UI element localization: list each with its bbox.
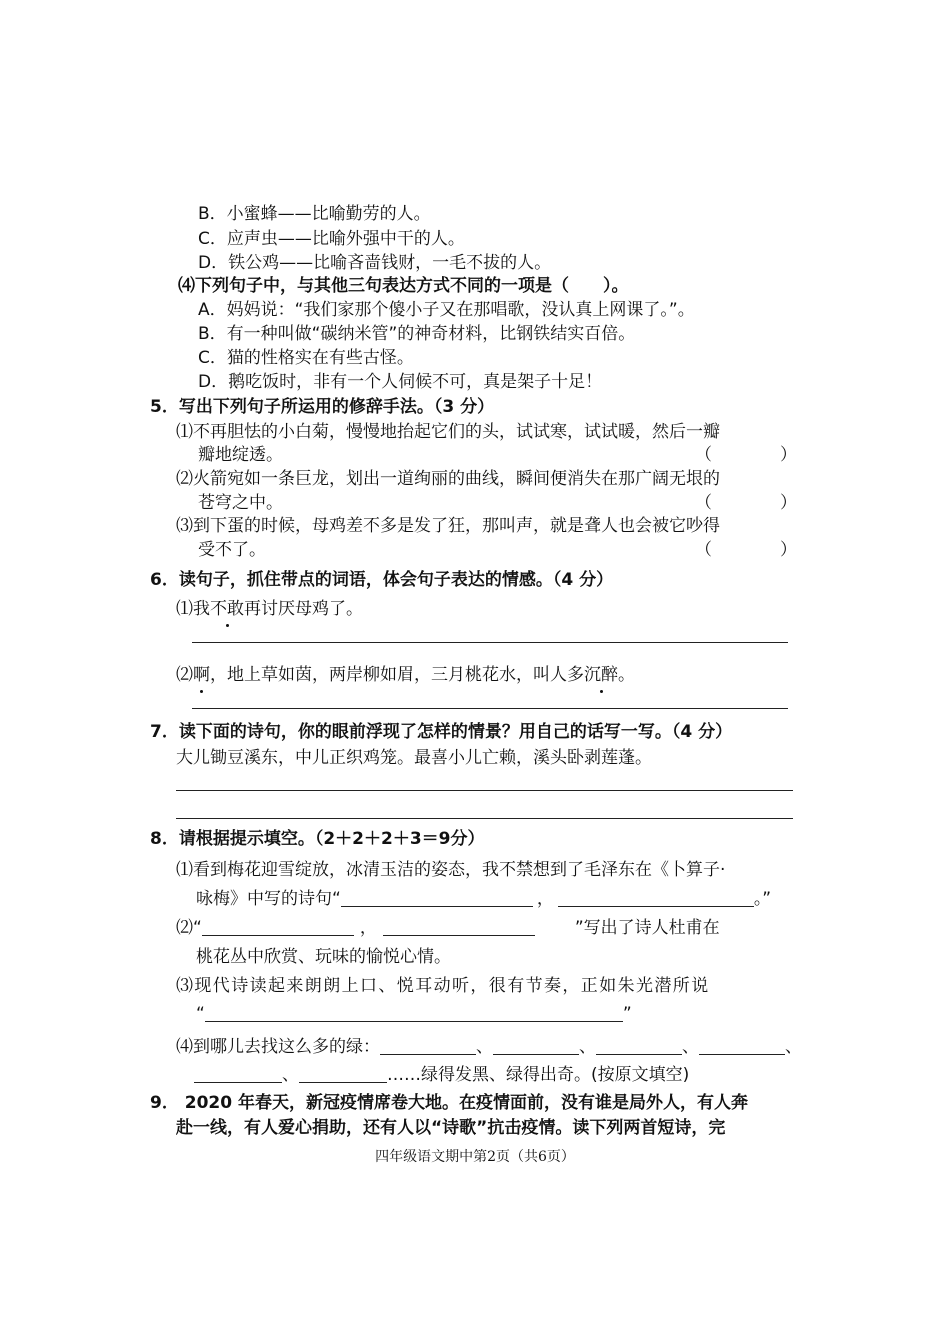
q7-poem: 大儿锄豆溪东，中儿正织鸡笼。最喜小儿亡赖，溪头卧剥莲蓬。 bbox=[176, 748, 652, 768]
q8-item-2-cont: 桃花丛中欣赏、玩味的愉悦心情。 bbox=[196, 947, 451, 967]
q8-blank-4e[interactable] bbox=[194, 1064, 282, 1083]
q5-answer-1-open: （ bbox=[695, 445, 712, 465]
q5-sentence-2-cont: 苍穹之中。 bbox=[198, 493, 283, 513]
q8-item-4-cont: 、 ……绿得发黑、绿得出奇。(按原文填空) bbox=[194, 1063, 689, 1087]
q8-item-2: ⑵“ ， ”写出了诗人杜甫在 bbox=[176, 918, 720, 938]
q6-sentence-2: ⑵啊，地上草如茵，两岸柳如眉，三月桃花水，叫人多沉醉。 bbox=[176, 665, 635, 685]
q8-item-1: ⑴看到梅花迎雪绽放，冰清玉洁的姿态，我不禁想到了毛泽东在《卜算子· bbox=[176, 860, 726, 880]
q6-answer-line-1[interactable] bbox=[192, 642, 788, 643]
q5-answer-3-open: （ bbox=[695, 540, 712, 560]
q5-sentence-1-cont: 瓣地绽透。 bbox=[198, 445, 283, 465]
q4-sub4-option-a: A．妈妈说：“我们家那个傻小子又在那唱歌，没认真上网课了。”。 bbox=[198, 300, 695, 320]
q4-sub4-option-c: C．猫的性格实在有些古怪。 bbox=[198, 348, 414, 368]
q8-blank-4c[interactable] bbox=[596, 1036, 682, 1055]
q8-blank-2a[interactable] bbox=[202, 917, 354, 936]
q5-sentence-3: ⑶到下蛋的时候，母鸡差不多是发了狂，那叫声，就是聋人也会被它吵得 bbox=[176, 516, 720, 536]
q5-answer-2-close: ） bbox=[780, 493, 797, 513]
q8-blank-4d[interactable] bbox=[699, 1036, 785, 1055]
q6-title: 6．读句子，抓住带点的词语，体会句子表达的情感。（4 分） bbox=[150, 570, 614, 590]
q8-item-4: ⑷到哪儿去找这么多的绿： 、 、 、 、 bbox=[176, 1037, 802, 1057]
q9-line-1: 9． 2020 年春天，新冠疫情席卷大地。在疫情面前，没有谁是局外人，有人奔 bbox=[150, 1093, 748, 1113]
q4-sub4-title: ⑷下列句子中，与其他三句表达方式不同的一项是（ ）。 bbox=[178, 276, 629, 296]
q8-blank-2b[interactable] bbox=[383, 917, 535, 936]
emphasis-dot-word: 啊 bbox=[193, 665, 210, 685]
q5-sentence-3-cont: 受不了。 bbox=[198, 540, 266, 560]
q7-answer-line-1[interactable] bbox=[176, 790, 793, 791]
q5-answer-3-close: ） bbox=[780, 540, 797, 560]
q5-answer-1-close: ） bbox=[780, 445, 797, 465]
q7-answer-line-2[interactable] bbox=[176, 818, 793, 819]
q4-sub4-option-b: B．有一种叫做“碳纳米管”的神奇材料，比钢铁结实百倍。 bbox=[198, 324, 636, 344]
q6-sentence-1: ⑴我不敢再讨厌母鸡了。 bbox=[176, 599, 363, 619]
q8-blank-4b[interactable] bbox=[493, 1036, 579, 1055]
q8-blank-1a[interactable] bbox=[341, 888, 533, 907]
q5-sentence-2: ⑵火箭宛如一条巨龙，划出一道绚丽的曲线，瞬间便消失在那广阔无垠的 bbox=[176, 469, 720, 489]
q8-item-1-cont: 咏梅》中写的诗句“ ， 。” bbox=[196, 889, 772, 909]
emphasis-dot-word: 不敢 bbox=[210, 599, 244, 619]
q5-title: 5．写出下列句子所运用的修辞手法。（3 分） bbox=[150, 397, 495, 417]
q8-item-3-cont: “ ” bbox=[196, 1004, 632, 1024]
q8-blank-3[interactable] bbox=[205, 1003, 623, 1022]
q8-item-3: ⑶现代诗读起来朗朗上口、悦耳动听，很有节奏，正如朱光潜所说 bbox=[176, 976, 710, 996]
q4-option-c: C．应声虫——比喻外强中干的人。 bbox=[198, 229, 465, 249]
q8-title: 8．请根据提示填空。（2＋2＋2＋3＝9分） bbox=[150, 829, 485, 849]
emphasis-dot-word: 沉醉 bbox=[584, 665, 618, 685]
q6-answer-line-2[interactable] bbox=[192, 708, 788, 709]
page-footer: 四年级语文期中第2页（共6页） bbox=[375, 1149, 575, 1165]
q5-sentence-1: ⑴不再胆怯的小白菊，慢慢地抬起它们的头，试试寒，试试暖，然后一瓣 bbox=[176, 422, 720, 442]
q4-option-d: D．铁公鸡——比喻吝啬钱财，一毛不拔的人。 bbox=[198, 253, 552, 273]
q8-blank-4f[interactable] bbox=[299, 1064, 387, 1083]
q4-sub4-option-d: D．鹅吃饭时，非有一个人伺候不可，真是架子十足！ bbox=[198, 372, 603, 392]
q8-blank-4a[interactable] bbox=[380, 1036, 476, 1055]
q9-line-2: 赴一线，有人爱心捐助，还有人以“诗歌”抗击疫情。读下列两首短诗，完 bbox=[176, 1118, 726, 1138]
q5-answer-2-open: （ bbox=[695, 493, 712, 513]
middle-dot: · bbox=[720, 860, 726, 880]
q7-title: 7．读下面的诗句，你的眼前浮现了怎样的情景？用自己的话写一写。（4 分） bbox=[150, 722, 733, 742]
q4-option-b: B．小蜜蜂——比喻勤劳的人。 bbox=[198, 204, 431, 224]
q8-blank-1b[interactable] bbox=[558, 888, 754, 907]
